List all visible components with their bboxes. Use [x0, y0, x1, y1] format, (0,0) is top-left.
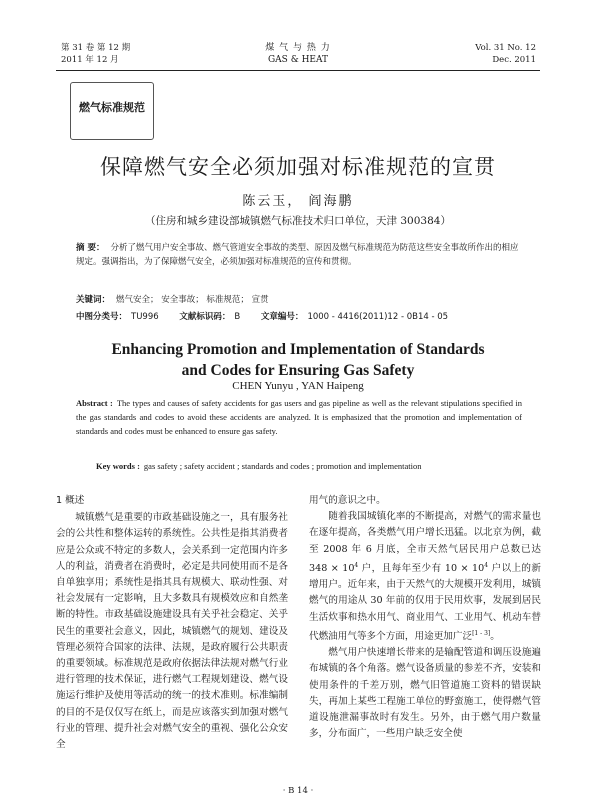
body-text: 户，且每年至少有 10 × 10	[358, 563, 485, 574]
section-heading: 1 概述	[56, 495, 85, 506]
abstract-en-label: Abstract :	[76, 398, 113, 408]
body-text: 。	[490, 631, 500, 642]
body-column-left	[56, 493, 288, 753]
doc-code-value: B	[234, 312, 241, 322]
journal-volume-en	[475, 42, 536, 66]
article-number-label: 文章编号：	[260, 312, 304, 322]
superscript: 4	[484, 561, 489, 569]
keywords-en-label: Key words :	[96, 461, 140, 471]
section-label-text: 燃气标准规范	[79, 101, 145, 114]
affiliation-cn: （住房和城乡建设部城镇燃气标准技术归口单位，天津 300384）	[145, 215, 451, 227]
body-paragraph-continued: 用气的意识之中。	[309, 495, 386, 506]
keywords-cn-label: 关键词：	[76, 295, 111, 305]
keywords-cn	[76, 293, 520, 305]
abstract-cn	[76, 241, 520, 269]
body-paragraph	[309, 509, 541, 645]
body-column-right	[309, 493, 541, 742]
article-title-en-line2: and Codes for Ensuring Gas Safety	[181, 362, 415, 379]
clc-value: TU996	[131, 312, 159, 322]
section-label	[70, 82, 154, 140]
article-title-en-line1: Enhancing Promotion and Implementation of Standards	[111, 341, 485, 358]
article-number-value: 1000 - 4416(2011)12 - 0B14 - 05	[307, 312, 449, 322]
keywords-en-text: gas safety ; safety accident ; standards and codes ; promotion and implementation	[143, 461, 422, 471]
doc-code-label: 文献标识码：	[179, 312, 231, 322]
volume-issue-en: Vol. 31 No. 12	[475, 43, 536, 53]
body-paragraph: 燃气用户快速增长带来的是输配管道和调压设施遍布城镇的各个角落。燃气设备质量的参差不齐，安装和使用条件的千差万别，燃气旧管道施工资料的错误缺失，再加上某些工程施工单位的野蛮施工，使得燃气管道设施泄漏事故时有发生。另外，由于燃气用户数量多，分布面广，一些用户缺乏安全使	[309, 647, 541, 740]
issue-date-en: Dec. 2011	[492, 55, 536, 65]
keywords-en	[96, 461, 536, 471]
journal-name-cn: 煤 气 与 热 力	[265, 43, 331, 53]
header-rule	[56, 70, 540, 71]
article-title-en	[0, 339, 596, 381]
abstract-cn-text: 分析了燃气用户安全事故、燃气管道安全事故的类型、原因及燃气标准规范为防范这些安全事故所作出的相应规定。强调指出，为了保障燃气安全，必须加强对标准规范的宣传和贯彻。	[76, 243, 519, 267]
body-text: 随着我国城镇化率的不断提高，对燃气的需求量也在逐年提高，各类燃气用户增长迅猛。以北京为例，截至 2008 年 6 月底，全市天然气居民用户总数已达 348 × 10	[309, 511, 541, 574]
body-text: 户以上的新增用户。近年来，由于天然气的大规模开发利用，城镇燃气的用途从 30 年前的仅用于民用炊事，发展到居民生活炊事和热水用气、商业用气、工业用气、机动车替代燃油用气等多个方面，用途更加广泛	[309, 563, 541, 642]
article-title-cn: 保障燃气安全必须加强对标准规范的宣贯	[100, 155, 496, 179]
citation-ref: [1 - 3]	[472, 629, 491, 637]
authors-cn: 陈云玉， 阎海鹏	[242, 194, 354, 209]
page-number: · B 14 ·	[282, 786, 314, 796]
abstract-cn-label: 摘 要：	[76, 243, 105, 253]
abstract-en	[76, 396, 522, 438]
journal-name-en: GAS & HEAT	[267, 55, 329, 65]
volume-issue: 第 31 卷 第 12 期	[61, 43, 131, 53]
abstract-en-text: The types and causes of safety accidents for gas users and gas pipeline as well as the relevant stipulations specified in the gas standards and codes to avoid these accidents are analyzed. It is emphasized that the promotion and implementation of standards and codes must be enhanced to ensure gas safety.	[76, 398, 522, 436]
superscript: 4	[354, 561, 359, 569]
issue-date-cn: 2011 年 12 月	[61, 55, 119, 65]
clc-label: 中图分类号：	[76, 312, 128, 322]
authors-en: CHEN Yunyu , YAN Haipeng	[232, 380, 364, 392]
keywords-cn-text: 燃气安全； 安全事故； 标准规范； 宣贯	[116, 295, 269, 305]
classification-line	[76, 310, 536, 322]
body-paragraph: 城镇燃气是重要的市政基础设施之一，具有服务社会的公共性和整体运转的系统性。公共性是指其消费者应是公众或不特定的多数人，会关系到一定范围内许多人的利益，消费者在消费时，必定是共同使用而不是各自单独享用；系统性是指其具有规模大、联动性强、对社会发展有一定影响，且大多数具有规模效应和自然垄断的特性。市政基础设施建设具有关乎社会稳定、关乎民生的重要社会意义，因此，城镇燃气的规划、建设及管理必须符合国家的法律、法规，是政府履行公共职责的重要领域。标准规范是政府依据法律法规对燃气行业进行管理的技术保证，进行燃气工程规划建设、燃气设施运行维护及使用等活动的统一的技术准则。标准编制的目的不是仅仅写在纸上，而是应该落实到加强对燃气行业的管理、提升社会对燃气安全的重视、强化公众安全	[56, 512, 288, 751]
